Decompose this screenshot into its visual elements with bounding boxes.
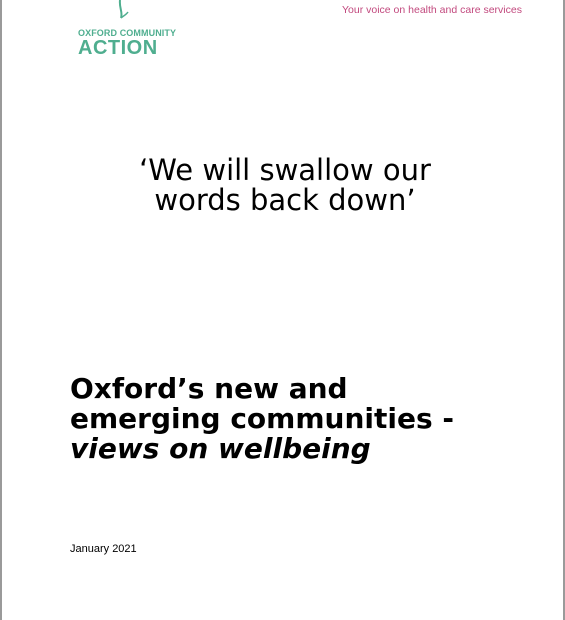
oxford-community-action-logo (78, 0, 188, 64)
report-title-line1: ‘We will swallow our (139, 153, 431, 187)
page-border-left (0, 0, 2, 620)
report-subtitle-line1: Oxford’s new and (70, 372, 348, 405)
report-title-line2: words back down’ (154, 183, 416, 217)
report-subtitle-line3: views on wellbeing (70, 432, 371, 465)
report-date: January 2021 (70, 543, 137, 555)
logo-text-line2: ACTION (78, 37, 158, 59)
tree-logo-icon (114, 0, 134, 22)
logo-text-line1: OXFORD COMMUNITY (78, 28, 177, 38)
report-subtitle-line2: emerging communities - (70, 402, 454, 435)
healthwatch-tagline: Your voice on health and care services (342, 4, 522, 16)
report-subtitle (70, 374, 454, 464)
report-title (40, 155, 530, 215)
